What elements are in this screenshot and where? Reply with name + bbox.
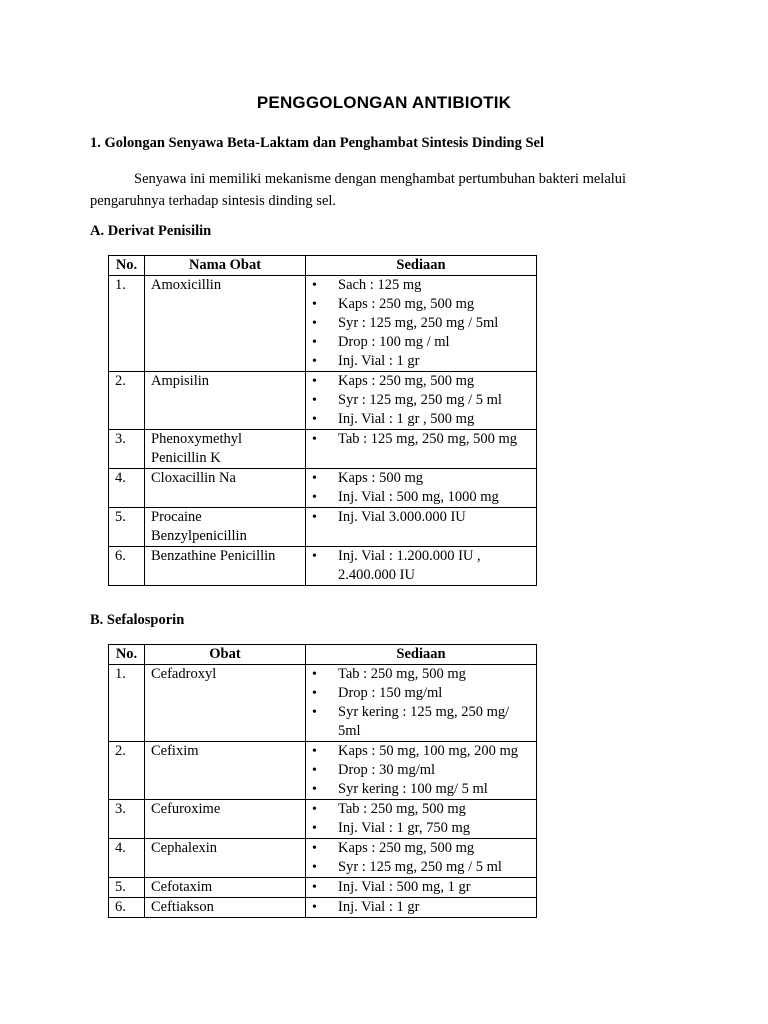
sediaan-item xyxy=(312,547,532,585)
sediaan-cell xyxy=(306,839,537,878)
sediaan-item xyxy=(312,430,532,449)
sediaan-item xyxy=(312,488,532,507)
bullet-icon: • xyxy=(312,686,317,701)
sediaan-cell xyxy=(306,430,537,469)
bullet-icon: • xyxy=(312,278,317,293)
sediaan-item-text: Drop : 150 mg/ml xyxy=(338,685,443,701)
sediaan-item-text: Inj. Vial : 1 gr , 500 mg xyxy=(338,411,475,427)
sediaan-cell xyxy=(306,547,537,586)
drug-name: Ampisilin xyxy=(145,372,306,430)
section-heading-beta-laktam: 1. Golongan Senyawa Beta-Laktam dan Penghambat Sintesis Dinding Sel xyxy=(90,135,545,151)
drug-name: Benzathine Penicillin xyxy=(145,547,306,586)
sediaan-item xyxy=(312,839,532,858)
bullet-icon: • xyxy=(312,297,317,312)
row-number: 5. xyxy=(109,878,145,898)
sediaan-item-text: Inj. Vial 3.000.000 IU xyxy=(338,509,466,525)
bullet-icon: • xyxy=(312,510,317,525)
row-number: 2. xyxy=(109,742,145,800)
table-row xyxy=(109,430,537,469)
sediaan-item xyxy=(312,858,532,877)
column-header-sediaan: Sediaan xyxy=(306,256,537,276)
sediaan-list xyxy=(312,839,532,877)
sediaan-item xyxy=(312,352,532,371)
sediaan-item xyxy=(312,819,532,838)
row-number: 6. xyxy=(109,547,145,586)
sediaan-item xyxy=(312,295,532,314)
sediaan-item xyxy=(312,314,532,333)
sediaan-item xyxy=(312,800,532,819)
sediaan-item-text: Drop : 30 mg/ml xyxy=(338,762,436,778)
sediaan-item xyxy=(312,469,532,488)
bullet-icon: • xyxy=(312,412,317,427)
sediaan-item-text: Syr : 125 mg, 250 mg / 5ml xyxy=(338,315,499,331)
sediaan-item-text: Drop : 100 mg / ml xyxy=(338,334,450,350)
bullet-icon: • xyxy=(312,860,317,875)
sediaan-item-text: Tab : 125 mg, 250 mg, 500 mg xyxy=(338,431,518,447)
sediaan-item-text: Tab : 250 mg, 500 mg xyxy=(338,666,466,682)
sediaan-item-text: Tab : 250 mg, 500 mg xyxy=(338,801,466,817)
drug-name: Cefuroxime xyxy=(145,800,306,839)
sediaan-list xyxy=(312,508,532,527)
sediaan-item-text: Kaps : 250 mg, 500 mg xyxy=(338,296,475,312)
sediaan-item-text: Inj. Vial : 1 gr xyxy=(338,899,420,915)
column-header-no: No. xyxy=(109,645,145,665)
sediaan-list xyxy=(312,898,532,917)
sediaan-item xyxy=(312,898,532,917)
intro-paragraph-line-1: Senyawa ini memiliki mekanisme dengan menghambat pertumbuhan bakteri melalui xyxy=(134,171,627,187)
page-title: PENGGOLONGAN ANTIBIOTIK xyxy=(256,93,512,112)
row-number: 5. xyxy=(109,508,145,547)
sediaan-cell xyxy=(306,469,537,508)
drug-name: Cephalexin xyxy=(145,839,306,878)
sediaan-item-text: Kaps : 250 mg, 500 mg xyxy=(338,840,475,856)
table-row xyxy=(109,372,537,430)
row-number: 1. xyxy=(109,665,145,742)
column-header-sediaan: Sediaan xyxy=(306,645,537,665)
column-header-nama-obat: Nama Obat xyxy=(145,256,306,276)
bullet-icon: • xyxy=(312,880,317,895)
sediaan-item xyxy=(312,780,532,799)
bullet-icon: • xyxy=(312,490,317,505)
sediaan-list xyxy=(312,276,532,371)
sediaan-item-text: Syr : 125 mg, 250 mg / 5 ml xyxy=(338,859,502,875)
sediaan-list xyxy=(312,878,532,897)
bullet-icon: • xyxy=(312,393,317,408)
drug-name: Amoxicillin xyxy=(145,276,306,372)
row-number: 6. xyxy=(109,898,145,918)
sediaan-cell xyxy=(306,665,537,742)
sediaan-item xyxy=(312,684,532,703)
bullet-icon: • xyxy=(312,821,317,836)
bullet-icon: • xyxy=(312,782,317,797)
bullet-icon: • xyxy=(312,763,317,778)
bullet-icon: • xyxy=(312,802,317,817)
column-header-no: No. xyxy=(109,256,145,276)
drug-name: Cefotaxim xyxy=(145,878,306,898)
row-number: 3. xyxy=(109,430,145,469)
sediaan-list xyxy=(312,800,532,838)
drug-name: Phenoxymethyl Penicillin K xyxy=(145,430,306,469)
sediaan-item xyxy=(312,665,532,684)
row-number: 4. xyxy=(109,469,145,508)
table-row xyxy=(109,469,537,508)
intro-paragraph-line-2: pengaruhnya terhadap sintesis dinding sel. xyxy=(90,193,337,209)
sediaan-item xyxy=(312,508,532,527)
table-row xyxy=(109,839,537,878)
sediaan-list xyxy=(312,430,532,449)
sediaan-cell xyxy=(306,508,537,547)
subheading-sefalosporin: B. Sefalosporin xyxy=(90,612,185,628)
bullet-icon: • xyxy=(312,900,317,915)
table-row xyxy=(109,878,537,898)
sediaan-item xyxy=(312,742,532,761)
bullet-icon: • xyxy=(312,374,317,389)
bullet-icon: • xyxy=(312,354,317,369)
intro-paragraph xyxy=(90,168,670,212)
bullet-icon: • xyxy=(312,744,317,759)
sediaan-cell xyxy=(306,372,537,430)
sediaan-item-text: Inj. Vial : 1 gr, 750 mg xyxy=(338,820,470,836)
bullet-icon: • xyxy=(312,705,317,720)
table-row xyxy=(109,276,537,372)
bullet-icon: • xyxy=(312,335,317,350)
sediaan-item-text: Syr : 125 mg, 250 mg / 5 ml xyxy=(338,392,502,408)
drug-name: Ceftiakson xyxy=(145,898,306,918)
table-row xyxy=(109,898,537,918)
table-derivat-penisilin xyxy=(108,255,537,586)
sediaan-item xyxy=(312,372,532,391)
sediaan-item-text: Sach : 125 mg xyxy=(338,277,422,293)
row-number: 3. xyxy=(109,800,145,839)
sediaan-cell xyxy=(306,878,537,898)
sediaan-list xyxy=(312,372,532,429)
table-header-row xyxy=(109,645,537,665)
bullet-icon: • xyxy=(312,841,317,856)
sediaan-cell xyxy=(306,742,537,800)
sediaan-item xyxy=(312,761,532,780)
bullet-icon: • xyxy=(312,432,317,447)
table-row xyxy=(109,508,537,547)
sediaan-item-text: Syr kering : 125 mg, 250 mg/ 5ml xyxy=(338,704,510,739)
table-header-row xyxy=(109,256,537,276)
sediaan-item-text: Inj. Vial : 1.200.000 IU , 2.400.000 IU xyxy=(338,548,481,583)
column-header-obat: Obat xyxy=(145,645,306,665)
row-number: 1. xyxy=(109,276,145,372)
sediaan-item xyxy=(312,333,532,352)
drug-name: Cefadroxyl xyxy=(145,665,306,742)
bullet-icon: • xyxy=(312,667,317,682)
subheading-derivat-penisilin: A. Derivat Penisilin xyxy=(90,223,212,239)
table-sefalosporin xyxy=(108,644,537,918)
bullet-icon: • xyxy=(312,316,317,331)
sediaan-item-text: Kaps : 250 mg, 500 mg xyxy=(338,373,475,389)
sediaan-item xyxy=(312,703,532,741)
sediaan-item-text: Syr kering : 100 mg/ 5 ml xyxy=(338,781,488,797)
sediaan-item-text: Kaps : 50 mg, 100 mg, 200 mg xyxy=(338,743,519,759)
sediaan-item xyxy=(312,410,532,429)
drug-name: Procaine Benzylpenicillin xyxy=(145,508,306,547)
sediaan-item-text: Inj. Vial : 1 gr xyxy=(338,353,420,369)
sediaan-list xyxy=(312,547,532,585)
sediaan-list xyxy=(312,742,532,799)
sediaan-item xyxy=(312,878,532,897)
sediaan-item-text: Inj. Vial : 500 mg, 1000 mg xyxy=(338,489,499,505)
sediaan-item xyxy=(312,391,532,410)
drug-name: Cefixim xyxy=(145,742,306,800)
table-row xyxy=(109,800,537,839)
sediaan-item-text: Kaps : 500 mg xyxy=(338,470,423,486)
table-row xyxy=(109,665,537,742)
table-row xyxy=(109,547,537,586)
sediaan-item xyxy=(312,276,532,295)
row-number: 4. xyxy=(109,839,145,878)
sediaan-item-text: Inj. Vial : 500 mg, 1 gr xyxy=(338,879,471,895)
sediaan-list xyxy=(312,665,532,741)
sediaan-cell xyxy=(306,800,537,839)
drug-name: Cloxacillin Na xyxy=(145,469,306,508)
bullet-icon: • xyxy=(312,549,317,564)
sediaan-list xyxy=(312,469,532,507)
bullet-icon: • xyxy=(312,471,317,486)
sediaan-cell xyxy=(306,898,537,918)
row-number: 2. xyxy=(109,372,145,430)
table-row xyxy=(109,742,537,800)
sediaan-cell xyxy=(306,276,537,372)
